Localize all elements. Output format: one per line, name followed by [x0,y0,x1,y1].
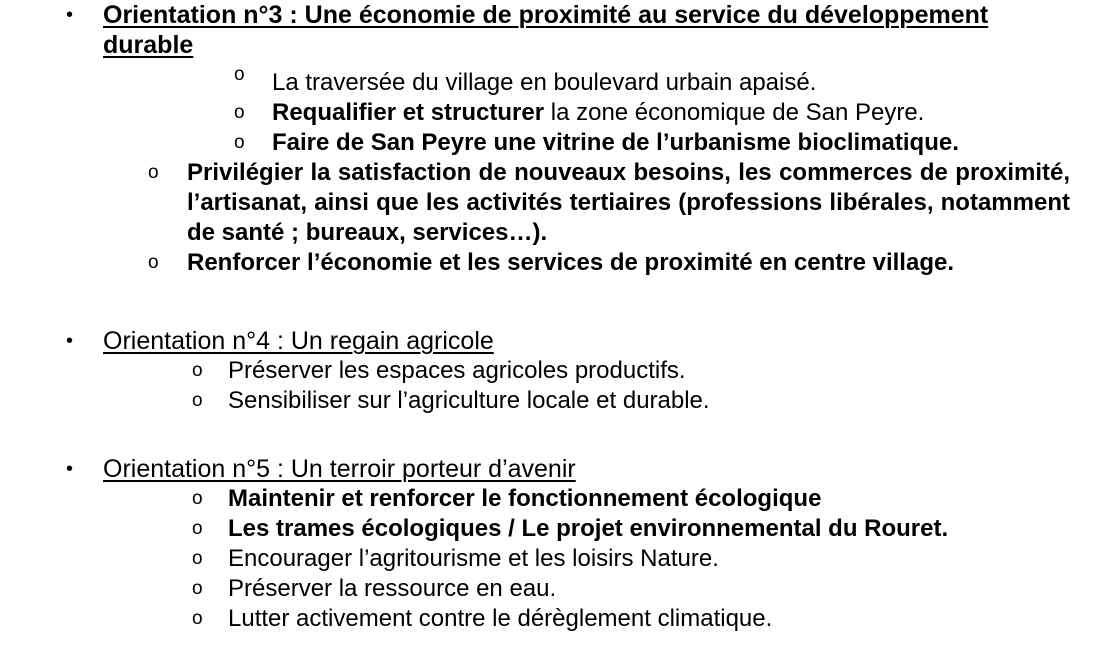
heading-orientation-4-text: Orientation n°4 : Un regain agricole [103,327,494,355]
list-item-privilegier-text: Privilégier la satisfaction de nouveaux besoins, les commerces de proximité, l’artisanat, ainsi que les activités tertiaires (professions libérales, notamment de santé ; bureaux, services…). [187,159,1070,246]
list-item-ressource-eau-text: Préserver la ressource en eau. [228,575,557,602]
bullet-circle-icon: o [234,102,245,123]
bullet-circle-icon: o [192,608,203,629]
list-item-agritourisme-text: Encourager l’agritourisme et les loisirs Nature. [228,545,719,572]
list-item-dereglement-climatique [0,604,1104,634]
list-item-requalifier-emphasis: Requalifier et structurer [272,99,545,126]
list-item-agritourisme [0,544,1104,574]
list-item-requalifier-rest: la zone économique de San Peyre. [544,99,925,126]
bullet-circle-icon: o [148,162,159,183]
list-item-traversee-text: La traversée du village en boulevard urbain apaisé. [272,69,817,96]
heading-orientation-4 [0,326,1104,356]
section-orientation-5 [0,454,1104,634]
list-item-preserver-espaces-text: Préserver les espaces agricoles productifs. [228,357,686,384]
list-item-dereglement-climatique-text: Lutter activement contre le dérèglement climatique. [228,605,773,632]
list-item-ressource-eau [0,574,1104,604]
heading-orientation-3 [0,0,1104,60]
list-item-faire-san-peyre [0,128,1104,158]
bullet-circle-icon: o [148,252,159,273]
list-item-renforcer-economie-text: Renforcer l’économie et les services de proximité en centre village. [187,249,954,276]
list-item-trames-ecologiques-text: Les trames écologiques / Le projet environnemental du Rouret. [228,515,949,542]
bullet-circle-icon: o [192,578,203,599]
list-item-requalifier [0,98,1104,128]
bullet-circle-icon: o [234,64,245,85]
bullet-circle-icon: o [192,548,203,569]
section-orientation-4 [0,326,1104,416]
bullet-disc-icon: • [66,4,74,26]
bullet-circle-icon: o [192,360,203,381]
section-spacer [0,278,1104,326]
list-item-privilegier [0,158,1104,248]
bullet-disc-icon: • [66,330,74,352]
heading-orientation-3-text: Orientation n°3 : Une économie de proximité au service du développement durable [103,1,989,59]
list-item-requalifier-text [272,98,1104,128]
list-item-renforcer-economie [0,248,1104,278]
list-item-maintenir-renforcer-text: Maintenir et renforcer le fonctionnement écologique [228,485,822,512]
list-item-faire-san-peyre-text: Faire de San Peyre une vitrine de l’urbanisme bioclimatique. [272,129,959,156]
bullet-circle-icon: o [192,390,203,411]
bullet-circle-icon: o [192,488,203,509]
heading-orientation-5-text: Orientation n°5 : Un terroir porteur d’avenir [103,455,576,483]
list-item-maintenir-renforcer [0,484,1104,514]
bullet-disc-icon: • [66,458,74,480]
section-spacer [0,416,1104,454]
heading-orientation-5 [0,454,1104,484]
list-item-traversee [0,60,1104,98]
section-orientation-3 [0,0,1104,278]
list-item-preserver-espaces [0,356,1104,386]
bullet-circle-icon: o [234,132,245,153]
list-item-sensibiliser [0,386,1104,416]
list-item-sensibiliser-text: Sensibiliser sur l’agriculture locale et durable. [228,387,710,414]
list-item-trames-ecologiques [0,514,1104,544]
bullet-circle-icon: o [192,518,203,539]
